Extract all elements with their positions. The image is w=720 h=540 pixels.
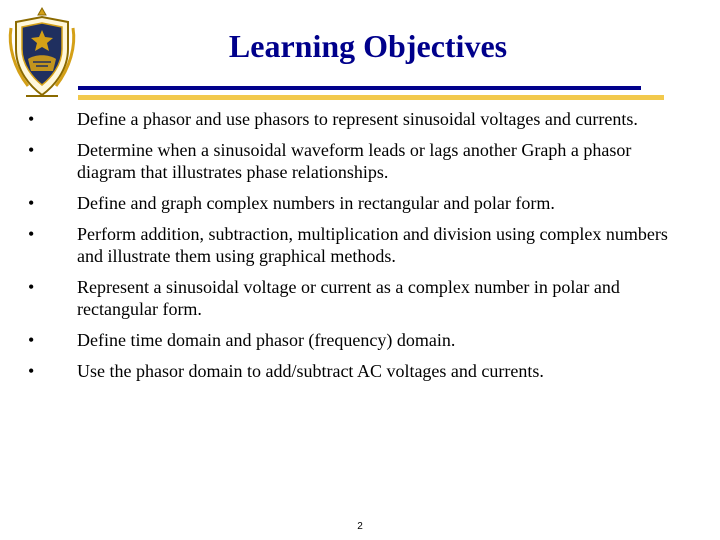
objective-item: [0, 108, 720, 130]
objective-text: Use the phasor domain to add/subtract AC voltages and currents.: [77, 361, 544, 381]
objective-item: [0, 139, 720, 183]
title-rule-primary: [78, 86, 641, 90]
objective-item: [0, 360, 720, 382]
objective-text: Define time domain and phasor (frequency) domain.: [77, 330, 456, 350]
bullet-icon: •: [28, 193, 35, 213]
bullet-icon: •: [28, 330, 35, 350]
objective-item: [0, 329, 720, 351]
slide-title: Learning Objectives: [228, 28, 508, 64]
bullet-icon: •: [28, 140, 35, 160]
bullet-icon: •: [28, 109, 35, 129]
learning-objectives-list: [0, 108, 720, 391]
bullet-icon: •: [28, 361, 35, 381]
objective-text: Perform addition, subtraction, multiplication and division using complex numbers and illustrate them using graphical methods.: [77, 224, 668, 266]
objective-item: [0, 192, 720, 214]
objective-text: Define and graph complex numbers in rectangular and polar form.: [77, 193, 555, 213]
objective-text: Represent a sinusoidal voltage or current as a complex number in polar and rectangular form.: [77, 277, 620, 319]
bullet-icon: •: [28, 224, 35, 244]
objective-text: Determine when a sinusoidal waveform leads or lags another Graph a phasor diagram that illustrates phase relationships.: [77, 140, 632, 182]
objective-item: [0, 276, 720, 320]
objective-text: Define a phasor and use phasors to represent sinusoidal voltages and currents.: [77, 109, 638, 129]
objective-item: [0, 223, 720, 267]
page-number: 2: [357, 521, 363, 532]
bullet-icon: •: [28, 277, 35, 297]
title-rule-secondary: [78, 95, 664, 100]
